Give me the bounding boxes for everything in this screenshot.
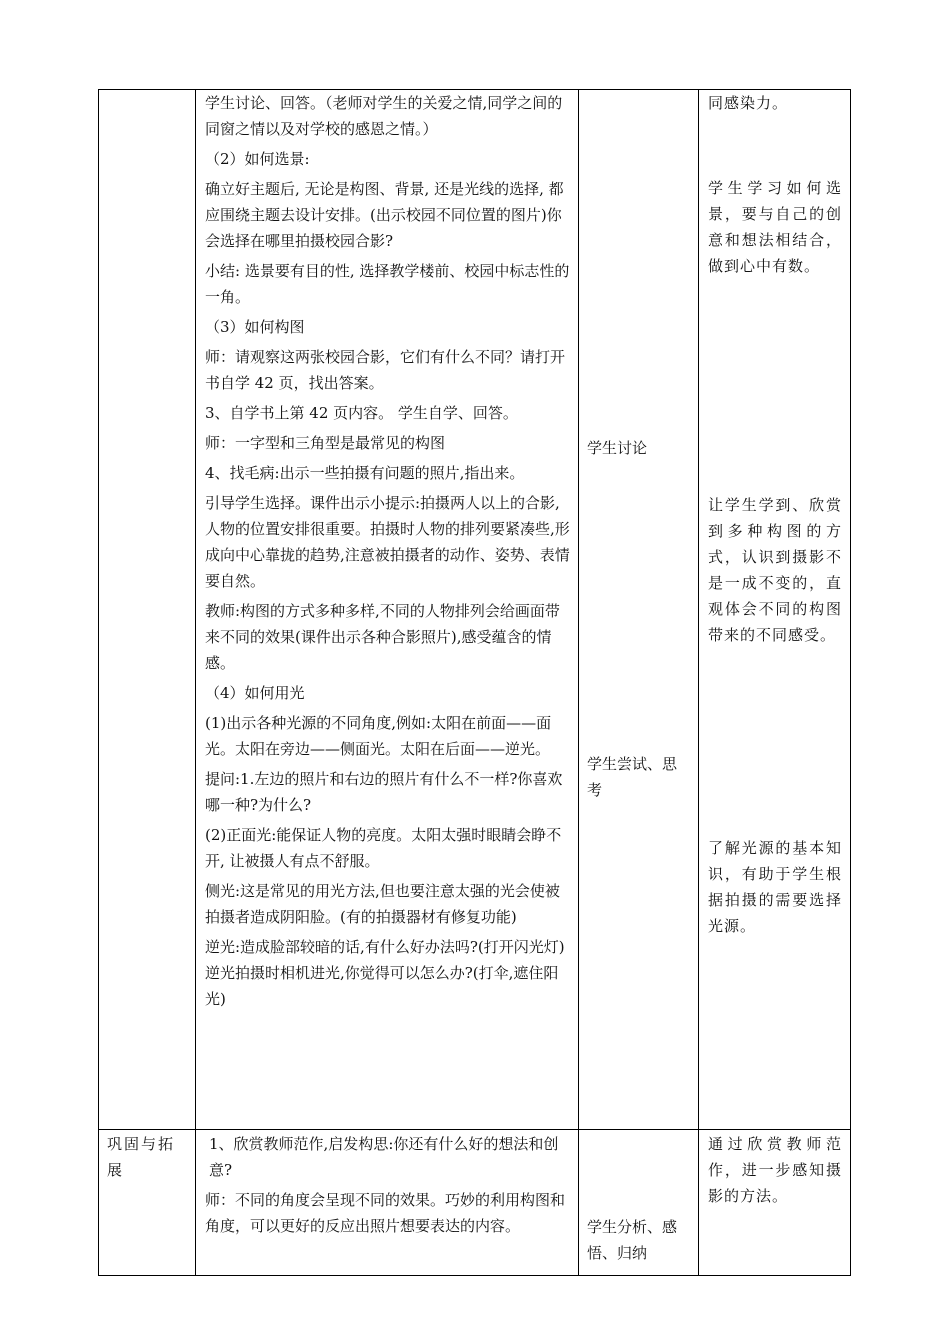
activity-paragraph: 引导学生选择。课件出示小提示:拍摄两人以上的合影,人物的位置安排很重要。拍摄时人物的排列要紧凑些,形成向中心靠拢的趋势,注意被拍摄者的动作、姿势、表情要自然。 (205, 494, 570, 590)
activity-subheading: （4）如何用光 (205, 684, 305, 702)
activity-paragraph: 师：一字型和三角型是最常见的构图 (205, 434, 446, 452)
student-note: 学生分析、感悟、归纳 (587, 1218, 678, 1262)
activity-subheading: （3）如何构图 (205, 318, 305, 336)
activity-paragraph: 4、找毛病:出示一些拍摄有问题的照片,指出来。 (205, 464, 525, 482)
activity-paragraph: 侧光:这是常见的用光方法,但也要注意太强的光会使被拍摄者造成阴阳脸。(有的拍摄器材有修复功能) (205, 882, 560, 926)
activity-paragraph: 提问:1.左边的照片和右边的照片有什么不一样?你喜欢哪一种?为什么? (205, 770, 563, 814)
intent-note: 同感染力。 (708, 94, 789, 112)
activity-paragraph: 确立好主题后, 无论是构图、背景, 还是光线的选择, 都应围绕主题去设计安排。(出示校园不同位置的图片)你会选择在哪里拍摄校园合影? (205, 180, 564, 250)
table-row (99, 1130, 851, 1276)
stage-cell (99, 1130, 196, 1276)
activity-paragraph: 1、欣赏教师范作,启发构思:你还有什么好的想法和创意? (209, 1135, 559, 1179)
stage-label: 巩固与拓展 (107, 1135, 176, 1179)
student-activity-cell (579, 90, 699, 1130)
design-intent-cell (699, 1130, 851, 1276)
activity-paragraph: 师：请观察这两张校园合影，它们有什么不同？请打开书自学 42 页，找出答案。 (205, 348, 566, 392)
activity-paragraph: (2)正面光:能保证人物的亮度。太阳太强时眼睛会睁不开, 让被摄人有点不舒服。 (205, 826, 562, 870)
intent-note: 学生学习如何选景，要与自己的创意和想法相结合，做到心中有数。 (708, 179, 842, 275)
intent-note: 了解光源的基本知识，有助于学生根据拍摄的需要选择光源。 (708, 839, 842, 935)
student-note: 学生讨论 (587, 439, 648, 457)
activity-paragraph: 3、自学书上第 42 页内容。 学生自学、回答。 (205, 404, 518, 422)
activity-paragraph: 学生讨论、回答。（老师对学生的关爱之情,同学之间的同窗之情以及对学校的感恩之情。） (205, 94, 563, 138)
activity-paragraph: 逆光:造成脸部较暗的话,有什么好办法吗?(打开闪光灯)逆光拍摄时相机进光,你觉得可以怎么办?(打伞,遮住阳光) (205, 938, 565, 1008)
student-note: 学生尝试、思考 (587, 755, 678, 799)
table-row (99, 90, 851, 1130)
activity-paragraph: 教师:构图的方式多种多样,不同的人物排列会给画面带来不同的效果(课件出示各种合影照片),感受蕴含的情感。 (205, 602, 560, 672)
activity-cell (196, 90, 579, 1130)
design-intent-cell (699, 90, 851, 1130)
activity-subheading: （2）如何选景: (205, 150, 310, 168)
intent-note: 让学生学到、欣赏到多种构图的方式，认识到摄影不是一成不变的，直观体会不同的构图带来的不同感受。 (708, 496, 842, 644)
activity-paragraph: 小结: 选景要有目的性, 选择教学楼前、校园中标志性的一角。 (205, 262, 570, 306)
student-activity-cell (579, 1130, 699, 1276)
stage-cell (99, 90, 196, 1130)
lesson-plan-table (98, 89, 851, 1276)
intent-note: 通过欣赏教师范作，进一步感知摄影的方法。 (708, 1135, 842, 1205)
activity-cell (196, 1130, 579, 1276)
activity-paragraph: (1)出示各种光源的不同角度,例如:太阳在前面——面光。太阳在旁边——侧面光。太阳在后面——逆光。 (205, 714, 552, 758)
activity-paragraph: 师：不同的角度会呈现不同的效果。巧妙的利用构图和角度，可以更好的反应出照片想要表达的内容。 (205, 1191, 566, 1235)
